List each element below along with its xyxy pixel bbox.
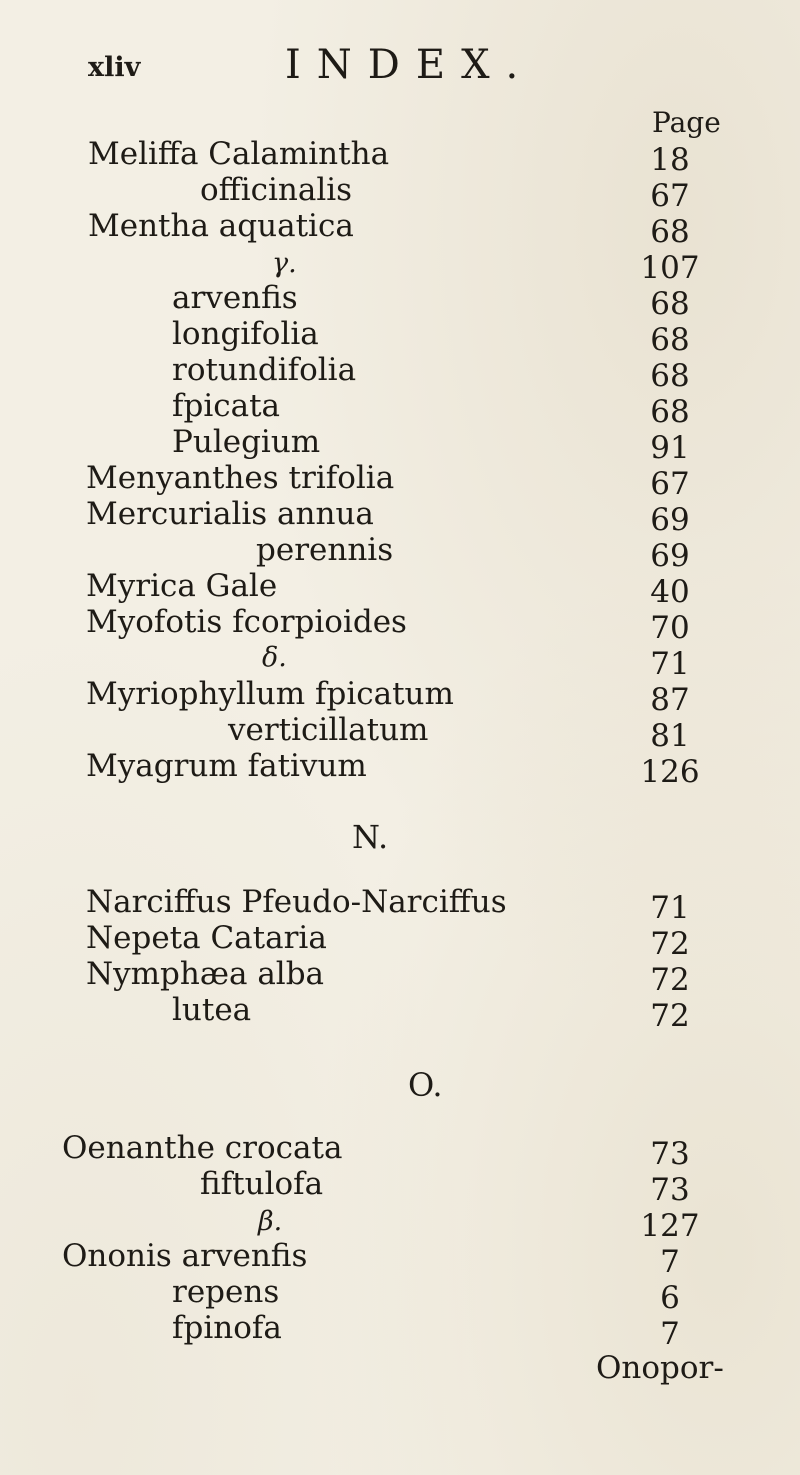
- section-letter: N.: [352, 818, 389, 856]
- index-entry: rotundifolia: [172, 352, 357, 388]
- index-page-ref: 18: [650, 142, 690, 178]
- index-page-ref: 71: [650, 646, 690, 682]
- index-entry: Menyanthes trifolia: [86, 460, 395, 496]
- index-entry: repens: [172, 1274, 280, 1310]
- index-entry: Myofotis fcorpioides: [86, 604, 407, 640]
- index-entry: arvenfis: [172, 280, 298, 316]
- index-page-ref: 68: [650, 394, 690, 430]
- index-entry: perennis: [256, 532, 394, 568]
- index-page-ref: 68: [650, 322, 690, 358]
- index-entry: Myagrum fativum: [86, 748, 367, 784]
- index-page-ref: 69: [650, 502, 690, 538]
- page-title: INDEX.: [285, 42, 535, 88]
- index-page-ref: 68: [650, 286, 690, 322]
- index-page-ref: 68: [650, 358, 690, 394]
- index-page-ref: 69: [650, 538, 690, 574]
- index-page-ref: 67: [650, 178, 690, 214]
- index-entry: verticillatum: [228, 712, 429, 748]
- index-entry: longifolia: [172, 316, 319, 352]
- index-entry: fpinofa: [172, 1310, 282, 1346]
- variety-marker: δ.: [262, 642, 287, 673]
- index-page-ref: 81: [650, 718, 690, 754]
- index-page-ref: 71: [650, 890, 690, 926]
- variety-marker: β.: [258, 1206, 283, 1237]
- index-page-ref: 70: [650, 610, 690, 646]
- index-entry: Mentha aquatica: [88, 208, 354, 244]
- index-page-ref: 107: [640, 250, 700, 286]
- page-column-label: Page: [652, 106, 721, 139]
- index-page-ref: 126: [640, 754, 700, 790]
- index-page-ref: 40: [650, 574, 690, 610]
- index-entry: Pulegium: [172, 424, 321, 460]
- index-page-ref: 73: [650, 1136, 690, 1172]
- index-page-ref: 68: [650, 214, 690, 250]
- section-letter: O.: [408, 1066, 443, 1104]
- index-entry: Narciffus Pfeudo-Narciffus: [86, 884, 507, 920]
- index-entry: Nepeta Cataria: [86, 920, 327, 956]
- index-page-ref: 87: [650, 682, 690, 718]
- index-page-ref: 72: [650, 998, 690, 1034]
- index-entry: Myrica Gale: [86, 568, 278, 604]
- index-entry: fiftulofa: [200, 1166, 324, 1202]
- index-entry: lutea: [172, 992, 252, 1028]
- variety-marker: γ.: [272, 248, 297, 279]
- index-page-ref: 6: [660, 1280, 680, 1316]
- catchword: Onopor-: [596, 1350, 724, 1386]
- index-entry: Ononis arvenfis: [62, 1238, 308, 1274]
- index-page-ref: 7: [660, 1244, 680, 1280]
- index-page-ref: 72: [650, 962, 690, 998]
- page-number: xliv: [88, 52, 141, 83]
- index-entry: officinalis: [200, 172, 353, 208]
- index-page-ref: 7: [660, 1316, 680, 1352]
- index-entry: Oenanthe crocata: [62, 1130, 343, 1166]
- index-entry: Myriophyllum fpicatum: [86, 676, 454, 712]
- index-page-ref: 67: [650, 466, 690, 502]
- index-entry: Meliffa Calamintha: [88, 136, 390, 172]
- index-entry: Mercurialis annua: [86, 496, 374, 532]
- index-entry: fpicata: [172, 388, 281, 424]
- index-page-ref: 73: [650, 1172, 690, 1208]
- index-page-ref: 91: [650, 430, 690, 466]
- index-entry: Nymphæa alba: [86, 956, 325, 992]
- index-page-ref: 72: [650, 926, 690, 962]
- index-page-ref: 127: [640, 1208, 700, 1244]
